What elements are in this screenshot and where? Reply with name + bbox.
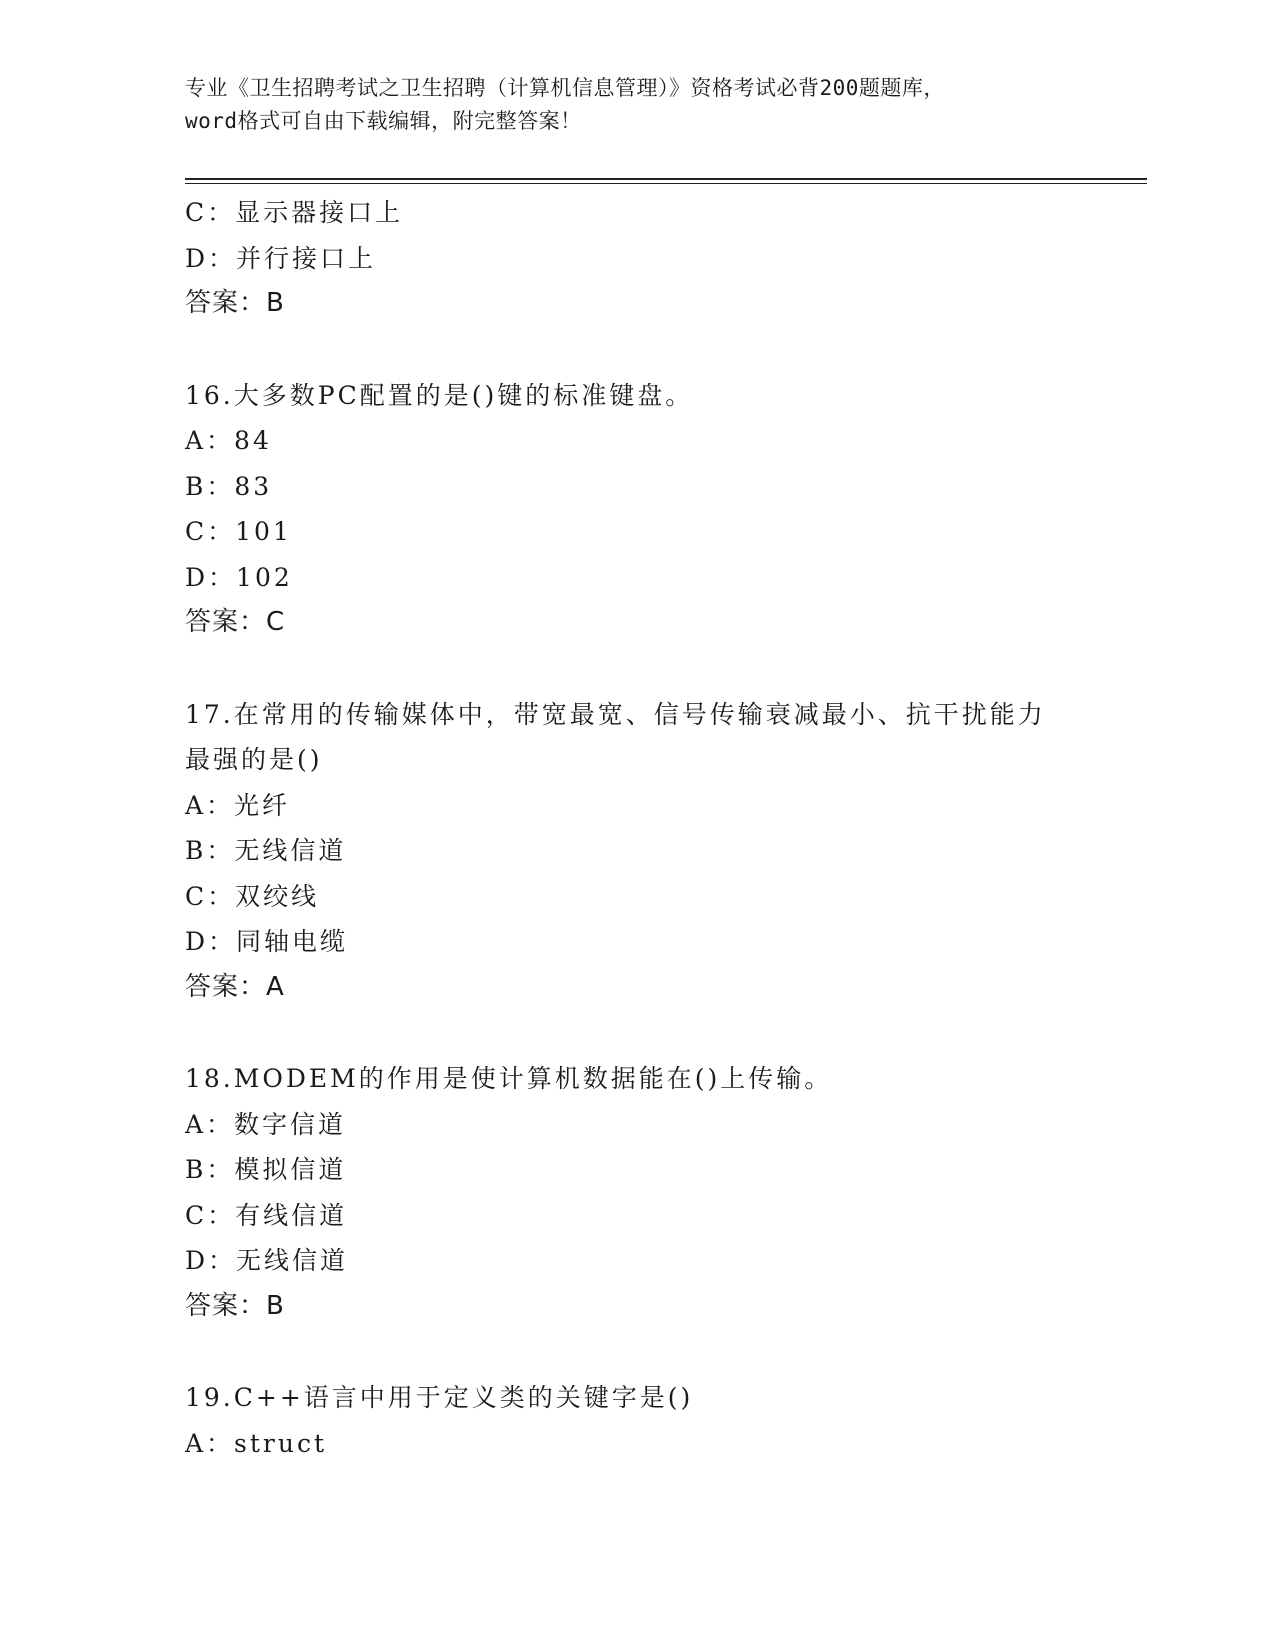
question-spacer [185, 327, 1085, 373]
q15-answer: 答案：B [185, 288, 285, 318]
q16-option-d: D：102 [185, 562, 293, 592]
q19-stem: 19.C++语言中用于定义类的关键字是() [185, 1383, 694, 1412]
q16-option-b: B：83 [185, 471, 273, 501]
q16-answer: 答案：C [185, 607, 286, 637]
question-spacer [185, 1010, 1085, 1056]
q18-option-d: D：无线信道 [185, 1246, 349, 1275]
q16-stem: 16.大多数PC配置的是()键的标准键盘。 [185, 380, 694, 410]
q18-option-b: B：模拟信道 [185, 1155, 347, 1184]
header-line-1: 专业《卫生招聘考试之卫生招聘（计算机信息管理）》资格考试必背200题题库， [185, 76, 945, 100]
q18-answer: 答案：B [185, 1290, 285, 1321]
q16-option-c: C：101 [185, 517, 292, 546]
question-spacer [185, 1329, 1085, 1375]
q19-option-a: A：struct [185, 1428, 328, 1458]
q16-option-a: A：84 [185, 426, 272, 455]
header-divider-thick [185, 178, 1147, 180]
q17-option-d: D：同轴电缆 [185, 927, 349, 956]
q17-option-a: A：光纤 [185, 790, 291, 820]
q18-option-a: A：数字信道 [185, 1109, 347, 1139]
question-spacer [185, 646, 1085, 692]
q17-option-b: B：无线信道 [185, 836, 347, 865]
q17-answer: 答案：A [185, 971, 285, 1002]
q15-option-d: D：并行接口上 [185, 243, 377, 273]
question-list [185, 190, 1085, 1466]
q15-option-c: C：显示器接口上 [185, 198, 404, 227]
q17-stem-line-1: 17.在常用的传输媒体中，带宽最宽、信号传输衰减最小、抗干扰能力 [185, 699, 1046, 729]
q18-stem: 18.MODEM的作用是使计算机数据能在()上传输。 [185, 1064, 833, 1093]
q18-option-c: C：有线信道 [185, 1200, 348, 1230]
header-line-2: word格式可自由下载编辑，附完整答案！ [185, 109, 582, 133]
q17-stem-line-2: 最强的是() [185, 745, 323, 774]
header-divider-thin [185, 183, 1147, 184]
document-header [185, 72, 1085, 138]
q17-option-c: C：双绞线 [185, 881, 320, 911]
